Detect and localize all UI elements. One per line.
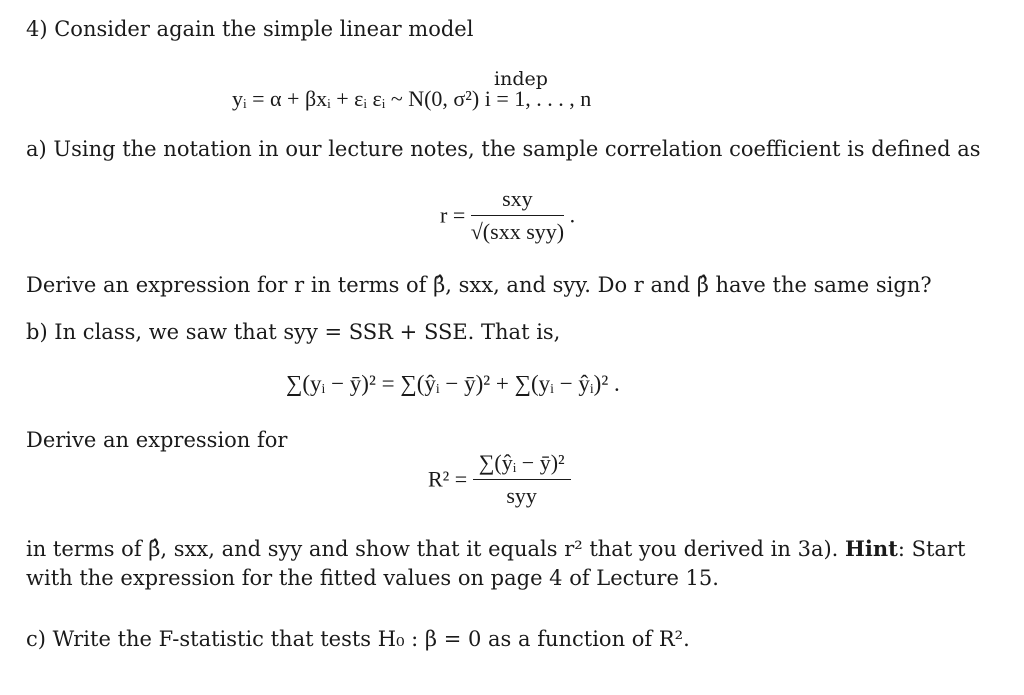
- correlation-formula: [440, 186, 575, 245]
- part-b-terms: [26, 536, 965, 561]
- hint-label: Hint: [845, 536, 898, 561]
- model-equation-text: yᵢ = α + βxᵢ + εᵢ εᵢ ~ N(0, σ²) i = 1, . . . , n: [232, 86, 592, 111]
- r-squared-formula: [428, 450, 571, 509]
- r-fraction: [471, 186, 564, 245]
- r-denominator: √(sxx syy): [470, 219, 565, 244]
- indep-label: indep: [494, 68, 548, 90]
- part-a-intro: a) Using the notation in our lecture notes, the sample correlation coefficient is defined as: [26, 137, 981, 161]
- r-lhs: r =: [440, 202, 466, 228]
- r-numerator: sxy: [471, 186, 564, 216]
- r-dot: .: [569, 202, 576, 228]
- question-title: 4) Consider again the simple linear model: [26, 17, 474, 41]
- part-a-derive: Derive an expression for r in terms of β̂, sxx, and syy. Do r and β̂ have the same sign?: [26, 273, 932, 297]
- r2-numerator: ∑(ŷᵢ − ȳ)²: [473, 450, 571, 480]
- part-b-intro: b) In class, we saw that syy = SSR + SSE. That is,: [26, 320, 561, 344]
- sum-of-squares-equation: ∑(yᵢ − ȳ)² = ∑(ŷᵢ − ȳ)² + ∑(yᵢ − ŷᵢ)² .: [286, 371, 620, 396]
- r2-lhs: R² =: [428, 466, 468, 492]
- hint-text: : Start: [897, 537, 966, 561]
- part-b-derive: Derive an expression for: [26, 428, 288, 452]
- r2-fraction: [473, 450, 571, 509]
- part-c-text: c) Write the F-statistic that tests H₀ : β = 0 as a function of R².: [26, 627, 690, 651]
- r2-denominator: syy: [506, 483, 537, 508]
- part-b-continuation: with the expression for the fitted values on page 4 of Lecture 15.: [26, 566, 719, 590]
- part-b-terms-text: in terms of β̂, sxx, and syy and show that it equals r² that you derived in 3a).: [26, 537, 839, 561]
